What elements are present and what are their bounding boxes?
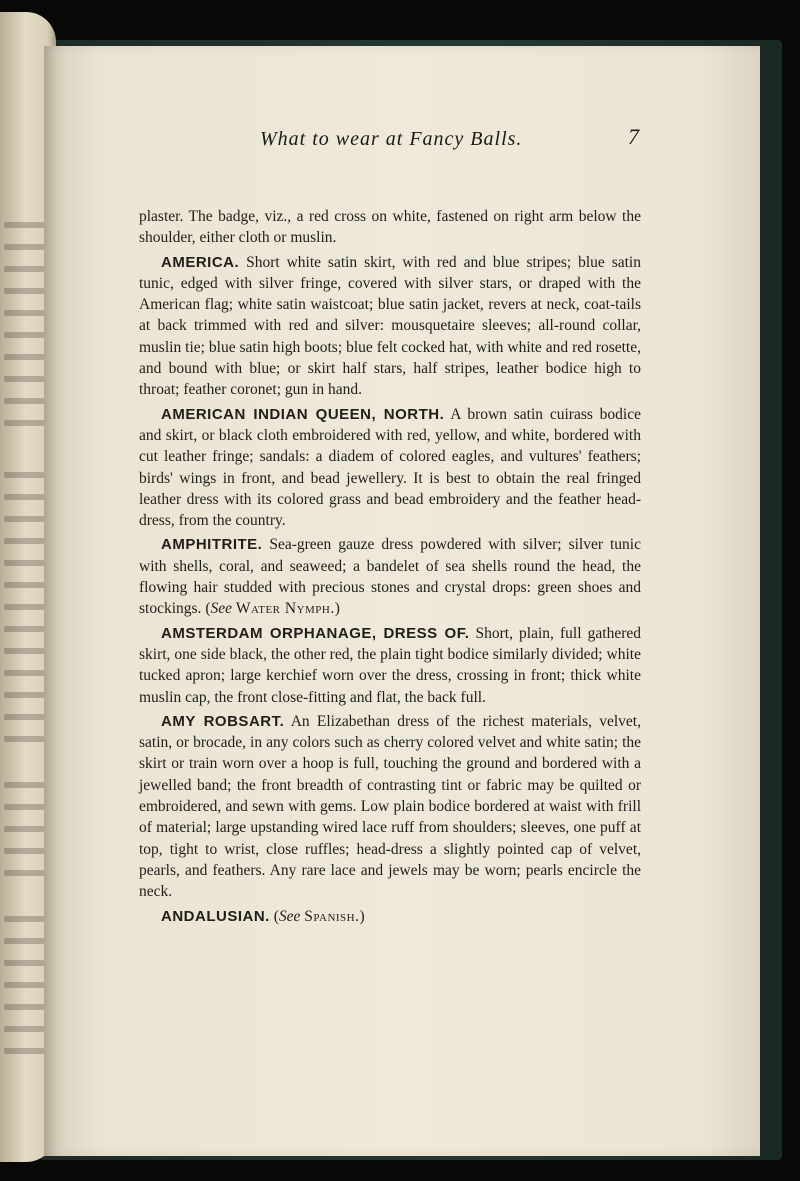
entry-andalusian: [139, 906, 641, 927]
entry-america: [139, 252, 641, 401]
cross-reference: (See Spanish.): [273, 907, 365, 925]
entry-amphitrite: [139, 534, 641, 619]
entry-american-indian-queen: [139, 404, 641, 532]
entry-text: An Elizabethan dress of the richest materials, velvet, satin, or brocade, in any colors such as cherry colored velvet and white satin; the skirt or train worn over a hoop is full, touching the ground and bordered with a jewelled band; the front breadth of contrasting tint or fabric may be quilted or embroidered, and sewn with gems. Low plain bodice bordered at waist with frill of material; large upstanding wired lace ruff from shoulders; sleeves, one puff at top, tight to wrist, close ruffles; head-dress a slightly pointed cap of velvet, pearls, and feathers. Any rare lace and jewels may be worn; pearls encircle the neck.: [139, 712, 641, 901]
entry-text: Short, plain, full gathered skirt, one side black, the other red, the plain tight bodice similarly divided; white tucked apron; large kerchief worn over the dress, crossing in front; thick white muslin cap, the front close-fitting and flat, the back full.: [139, 624, 642, 706]
entry-heading: AMY ROBSART.: [161, 712, 285, 730]
entry-heading: AMPHITRITE.: [161, 536, 263, 554]
see-label: See: [278, 907, 301, 925]
cross-reference: (See Water Nymph.): [205, 600, 340, 618]
entry-amy-robsart: [139, 711, 641, 903]
see-target: Spanish.: [304, 907, 360, 925]
see-target: Water Nymph.: [235, 600, 335, 618]
entry-heading: ANDALUSIAN.: [161, 907, 270, 925]
entry-text: Short white satin skirt, with red and blue stripes; blue satin tunic, edged with silver fringe, covered with silver stars, or draped with the American flag; white satin waistcoat; blue satin jacket, revers at neck, coat-tails at back trimmed with red and silver: mousquetaire sleeves; all-round collar, muslin tie; blue satin high boots; blue felt cocked hat, with white and red rosette, and bound with blue; or skirt half stars, half stripes, leather bodice high to throat; feather coronet; gun in hand.: [139, 253, 641, 399]
opening-paragraph: plaster. The badge, viz., a red cross on white, fastened on right arm below the shoulder, either cloth or muslin.: [139, 208, 641, 247]
entry-text: A brown satin cuirass bodice and skirt, or black cloth embroidered with red, yellow, and white, bordered with cut leather fringe; sandals: a diadem of colored eagles, and vultures' feathers; birds' wings in front, and bead jewellery. It is best to obtain the real fringed leather dress with its colored grass and bead embroidery and the feather head-dress, from the country.: [139, 405, 641, 530]
entry-heading: AMERICA.: [161, 253, 240, 271]
entry-heading: AMSTERDAM ORPHANAGE, DRESS OF.: [161, 624, 470, 642]
entry-amsterdam-orphanage: [139, 623, 641, 708]
entry-text: Sea-green gauze dress powdered with silver; silver tunic with shells, coral, and seaweed; a bandelet of sea shells round the head, the flowing hair studded with precious stones and crystal drops: green shoes and stockings.: [139, 536, 641, 618]
entry-heading: AMERICAN INDIAN QUEEN, NORTH.: [161, 405, 445, 423]
page-body: [139, 206, 641, 930]
running-head: What to wear at Fancy Balls.: [260, 128, 523, 150]
page-number: 7: [628, 124, 639, 149]
see-label: See: [210, 600, 232, 618]
